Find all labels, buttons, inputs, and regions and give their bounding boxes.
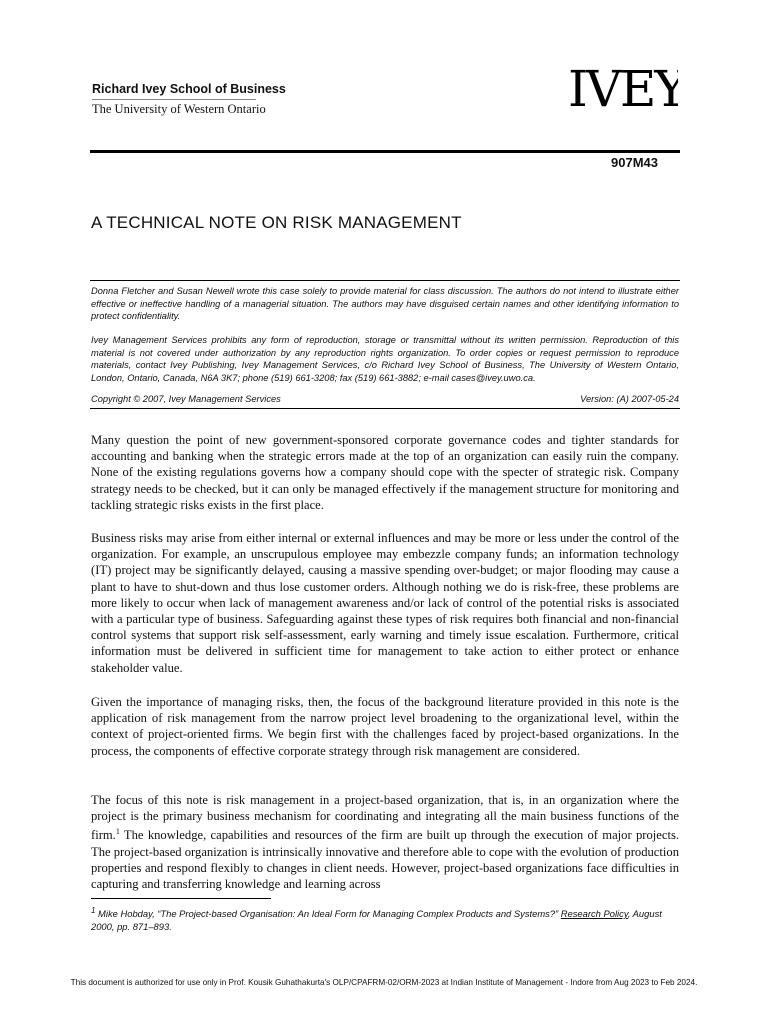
case-code: 907M43 <box>611 155 658 170</box>
footnote-text: Mike Hobday, “The Project-based Organisation: An Ideal Form for Managing Complex Products and Systems?” <box>95 908 561 920</box>
notice-top-rule <box>90 280 680 281</box>
body-paragraph-3: Given the importance of managing risks, then, the focus of the background literature provided in this note is the application of risk management from the narrow project level broadening to the organizational level, within the context of project-oriented firms. We begin first with the challenges faced by project-based organizations. In the process, the components of effective corporate strategy through risk management are considered. <box>91 695 679 758</box>
footnote-rule <box>91 898 271 899</box>
header-rule <box>90 150 680 153</box>
document-title: A TECHNICAL NOTE ON RISK MANAGEMENT <box>91 213 462 232</box>
body-paragraph-2: Business risks may arise from either internal or external influences and may be more or less under the control of the organization. For example, an unscrupulous employee may embezzle company funds; an information technology (IT) project may be significantly delayed, causing a massive spending over-budget; or major flooding may cause a plant to have to shut-down and thus lose customer orders. Although nothing we do is risk-free, these problems are more likely to occur when lack of management awareness and/or lack of control of the potential risks is associated with a particular type of business. Safeguarding against these types of risk requires both financial and non-financial control systems that support risk self-assessment, early warning and timely issue escalation. Furthermore, critical information must be delivered in sufficient time for management to take action to either protect or enhance stakeholder value. <box>91 531 679 675</box>
footnote-ref[interactable]: 1 <box>115 827 120 837</box>
footnote-tail: , August 2000, pp. 871–893. <box>91 908 662 933</box>
authorization-notice: This document is authorized for use only in Prof. Kousik Guhathakurta's OLP/CPAFRM-02/ORM-2023 at Indian Institute of Management - Indore from Aug 2023 to Feb 2024. <box>70 978 698 987</box>
para4-before: The focus of this note is risk management in a project-based organization, that is, in an organization where the project is the primary business mechanism for coordinating and integrating all the main business functions of the firm. <box>91 793 679 843</box>
footnote <box>91 904 679 933</box>
school-name: Richard Ivey School of Business <box>92 82 286 96</box>
author-notice: Donna Fletcher and Susan Newell wrote this case solely to provide material for class discussion. The authors do not intend to illustrate either effective or ineffective handling of a managerial situation. The authors may have disguised certain names and other identifying information to protect confidentiality. <box>91 286 679 322</box>
notice-bottom-rule <box>90 408 680 409</box>
reproduction-notice: Ivey Management Services prohibits any form of reproduction, storage or transmittal without its written permission. Reproduction of this material is not covered under authorization by any reproduction rights organization. To order copies or request permission to reproduce materials, contact Ivey Publishing, Ivey Management Services, c/o Richard Ivey School of Business, The University of Western Ontario, London, Ontario, Canada, N6A 3K7; phone (519) 661-3208; fax (519) 661-3882; e-mail cases@ivey.uwo.ca. <box>91 335 679 383</box>
copyright-row <box>91 394 679 404</box>
footnote-journal-link[interactable]: Research Policy <box>560 908 628 920</box>
body-paragraph-4 <box>91 792 679 892</box>
school-divider <box>92 99 256 100</box>
university-name: The University of Western Ontario <box>92 102 266 116</box>
body-paragraph-1: Many question the point of new government-sponsored corporate governance codes and tighter standards for accounting and banking when the strategic errors made at the top of an organization can easily ruin the company. None of the existing regulations governs how a company should cope with the specter of strategic risk. Company strategy needs to be checked, but it can only be managed effectively if the management structure for monitoring and tackling strategic risks exists in the first place. <box>91 433 679 512</box>
logo-lettering: IVEY <box>568 60 678 118</box>
ivey-logo-mark <box>566 58 678 128</box>
copyright-text: Copyright © 2007, Ivey Management Services <box>91 394 281 404</box>
para4-after: The knowledge, capabilities and resources of the firm are built up through the execution of major projects. The project-based organization is intrinsically innovative and therefore able to cope with the evolution of production properties and respond flexibly to changes in client needs. However, project-based organizations face difficulties in capturing and transferring knowledge and learning across <box>91 828 679 892</box>
footnote-number: 1 <box>91 906 96 915</box>
version-text: Version: (A) 2007-05-24 <box>580 394 679 404</box>
ivey-logo <box>566 58 678 128</box>
